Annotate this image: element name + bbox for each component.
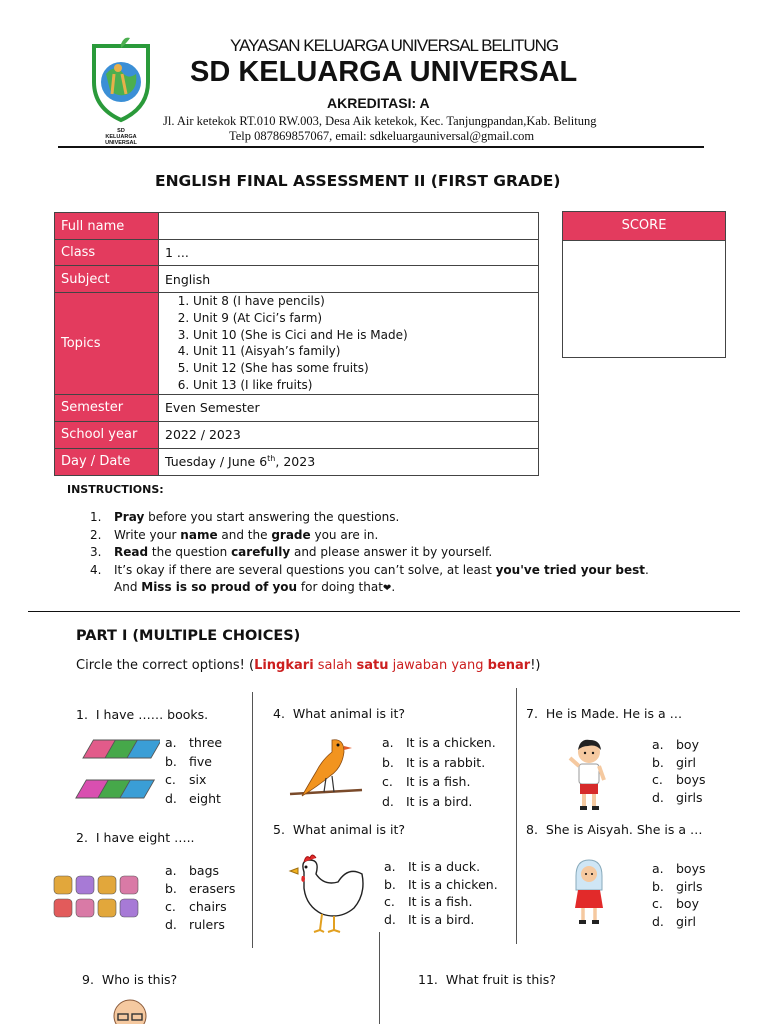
option-key: d. bbox=[384, 911, 396, 927]
option-text: boy bbox=[676, 896, 699, 912]
score-field[interactable] bbox=[563, 241, 725, 357]
option-text: It is a bird. bbox=[406, 793, 473, 809]
option-text: It is a fish. bbox=[408, 894, 473, 909]
option[interactable] bbox=[382, 772, 496, 792]
topic-item: 4. Unit 11 (Aisyah’s family) bbox=[193, 343, 532, 360]
option-text: rulers bbox=[189, 917, 225, 932]
score-label: SCORE bbox=[563, 212, 725, 241]
question-text: I have eight ….. bbox=[95, 830, 195, 845]
question-text: What animal is it? bbox=[292, 706, 406, 721]
class-field[interactable]: 1 ... bbox=[159, 240, 539, 266]
student-info-table bbox=[54, 212, 539, 476]
topic-item: 5. Unit 12 (She has some fruits) bbox=[193, 360, 532, 377]
option-text: chairs bbox=[189, 899, 227, 914]
part-instruction bbox=[76, 658, 541, 673]
school-address: Jl. Air ketekok RT.010 RW.003, Desa Aik ketekok, Kec. Tanjungpandan,Kab. Belitung bbox=[163, 114, 597, 128]
question-number: 4. bbox=[273, 706, 285, 721]
question-number: 9. bbox=[82, 972, 94, 987]
instruction-text: and please answer it by yourself. bbox=[290, 545, 493, 559]
option-key: a. bbox=[165, 863, 177, 878]
option-key: c. bbox=[384, 894, 395, 909]
option-text: It is a chicken. bbox=[406, 735, 496, 750]
option-key: c. bbox=[165, 772, 176, 787]
option[interactable] bbox=[382, 733, 496, 753]
instruction-red: jawaban yang bbox=[388, 658, 488, 673]
option-key: b. bbox=[384, 876, 396, 892]
subject-value: English bbox=[159, 266, 539, 293]
option-key: a. bbox=[382, 735, 394, 750]
option-text: It is a rabbit. bbox=[406, 754, 486, 770]
question-9 bbox=[82, 972, 177, 987]
day-date-value bbox=[159, 448, 539, 475]
instruction-text: you are in. bbox=[310, 527, 379, 542]
bird-image bbox=[288, 732, 364, 808]
page-title: ENGLISH FINAL ASSESSMENT II (FIRST GRADE) bbox=[155, 172, 561, 190]
subject-label: Subject bbox=[55, 266, 159, 293]
option-key: b. bbox=[652, 754, 664, 770]
option-key: d. bbox=[652, 914, 664, 930]
accreditation: AKREDITASI: A bbox=[327, 95, 430, 111]
heart-icon: ❤ bbox=[382, 583, 392, 594]
chicken-image bbox=[286, 852, 370, 936]
question-number: 5. bbox=[273, 822, 285, 837]
option-key: d. bbox=[652, 790, 664, 806]
column-divider bbox=[252, 692, 253, 948]
question-number: 1. bbox=[76, 707, 88, 722]
option[interactable] bbox=[652, 771, 706, 789]
option-text: girl bbox=[676, 914, 697, 930]
class-label: Class bbox=[55, 240, 159, 266]
question-text: She is Aisyah. She is a … bbox=[545, 822, 703, 837]
option-text: eight bbox=[189, 790, 221, 806]
school-name: SD KELUARGA UNIVERSAL bbox=[190, 56, 578, 88]
option[interactable] bbox=[382, 753, 496, 773]
option-text: boy bbox=[676, 737, 699, 752]
section-divider bbox=[28, 611, 740, 612]
topic-item: 6. Unit 13 (I like fruits) bbox=[193, 377, 532, 394]
topic-item: 2. Unit 9 (At Cici’s farm) bbox=[193, 310, 532, 327]
column-divider bbox=[379, 932, 380, 1024]
option[interactable] bbox=[652, 878, 706, 896]
school-contact: Telp 087869857067, email: sdkeluargauniversal@gmail.com bbox=[229, 129, 535, 143]
option[interactable] bbox=[652, 860, 706, 878]
instruction-text: !) bbox=[530, 658, 541, 673]
topic-item: 1. Unit 8 (I have pencils) bbox=[193, 293, 532, 310]
option-key: c. bbox=[382, 774, 393, 789]
instruction-red-bold: benar bbox=[487, 658, 531, 673]
instruction-number: 2. bbox=[90, 527, 102, 542]
question-4 bbox=[273, 706, 405, 721]
option-text: boys bbox=[676, 772, 706, 788]
school-year-value: 2022 / 2023 bbox=[159, 421, 539, 448]
topics-label: Topics bbox=[55, 293, 159, 395]
instruction-red-bold: Lingkari bbox=[254, 658, 314, 673]
school-year-label: School year bbox=[55, 421, 159, 448]
option-key: c. bbox=[652, 896, 663, 912]
instructions-title: INSTRUCTIONS: bbox=[67, 483, 164, 496]
logo-text-line: UNIVERSAL bbox=[105, 140, 137, 146]
option[interactable] bbox=[652, 754, 706, 772]
option-key: c. bbox=[165, 899, 176, 914]
semester-value: Even Semester bbox=[159, 394, 539, 421]
option-text: girls bbox=[676, 790, 703, 806]
option-text: bags bbox=[189, 863, 220, 878]
day-date-text: Tuesday / June 6 bbox=[165, 454, 268, 470]
option-text: It is a fish. bbox=[406, 774, 471, 789]
option[interactable] bbox=[382, 792, 496, 812]
question-2-options bbox=[165, 862, 235, 934]
option[interactable] bbox=[165, 880, 235, 898]
option-text: erasers bbox=[189, 881, 236, 896]
question-8-options bbox=[652, 860, 706, 931]
option-text: It is a duck. bbox=[408, 859, 481, 874]
option-key: d. bbox=[382, 793, 394, 809]
option[interactable] bbox=[652, 736, 706, 754]
instruction-red-bold: satu bbox=[356, 658, 389, 673]
option[interactable] bbox=[384, 911, 498, 929]
option-key: d. bbox=[165, 917, 177, 932]
option[interactable] bbox=[652, 895, 706, 913]
question-5 bbox=[273, 822, 405, 837]
instruction-item bbox=[90, 509, 649, 527]
question-8 bbox=[526, 822, 702, 837]
instruction-bold: Pray bbox=[114, 510, 145, 524]
option[interactable] bbox=[165, 753, 222, 772]
question-2 bbox=[76, 830, 195, 845]
question-4-options bbox=[382, 733, 496, 811]
instruction-bold: grade bbox=[271, 527, 311, 542]
column-divider bbox=[516, 688, 517, 944]
option-text: three bbox=[189, 735, 223, 750]
option-key: b. bbox=[382, 754, 394, 770]
option[interactable] bbox=[652, 789, 706, 807]
question-1 bbox=[76, 707, 208, 722]
instruction-text: before you start answering the questions. bbox=[144, 510, 400, 524]
score-box bbox=[562, 211, 726, 358]
full-name-field[interactable] bbox=[159, 213, 539, 240]
option-key: b. bbox=[165, 881, 177, 896]
option[interactable] bbox=[165, 916, 235, 934]
question-1-options bbox=[165, 734, 222, 808]
books-image bbox=[68, 732, 160, 808]
bags-image bbox=[52, 872, 142, 922]
question-text: What animal is it? bbox=[292, 822, 406, 837]
option-text: It is a bird. bbox=[408, 911, 475, 927]
instruction-text: . bbox=[645, 562, 649, 577]
instruction-red: salah bbox=[313, 658, 357, 673]
question-text: He is Made. He is a … bbox=[545, 706, 683, 721]
full-name-label: Full name bbox=[55, 213, 159, 240]
instruction-text: And bbox=[114, 580, 142, 594]
topics-value bbox=[159, 293, 539, 395]
option[interactable] bbox=[652, 913, 706, 931]
semester-label: Semester bbox=[55, 394, 159, 421]
instruction-item bbox=[90, 527, 649, 545]
option[interactable] bbox=[165, 771, 222, 790]
option[interactable] bbox=[165, 790, 222, 809]
option-key: b. bbox=[165, 753, 177, 769]
day-date-label: Day / Date bbox=[55, 448, 159, 475]
question-number: 8. bbox=[526, 822, 538, 837]
instructions-list bbox=[90, 509, 649, 598]
instruction-number: 4. bbox=[90, 562, 102, 577]
instruction-bold: name bbox=[180, 527, 218, 542]
school-logo bbox=[88, 34, 154, 146]
question-11 bbox=[418, 972, 556, 987]
option[interactable] bbox=[384, 858, 498, 876]
instruction-bold: you've tried your best bbox=[495, 562, 646, 577]
instruction-text: Circle the correct options! ( bbox=[76, 658, 255, 673]
grandpa-image bbox=[108, 996, 152, 1024]
option-key: a. bbox=[165, 735, 177, 750]
instruction-text: Write your bbox=[114, 527, 181, 542]
logo-text-line: SD bbox=[117, 128, 125, 134]
option-key: a. bbox=[384, 859, 396, 874]
instruction-number: 3. bbox=[90, 545, 102, 559]
option-key: a. bbox=[652, 737, 664, 752]
option-key: b. bbox=[652, 878, 664, 894]
option-key: c. bbox=[652, 772, 663, 788]
option[interactable] bbox=[384, 876, 498, 894]
question-number: 2. bbox=[76, 830, 88, 845]
option-key: a. bbox=[652, 861, 664, 876]
option[interactable] bbox=[165, 734, 222, 753]
question-text: What fruit is this? bbox=[445, 972, 556, 987]
question-number: 7. bbox=[526, 706, 538, 721]
day-date-year: , 2023 bbox=[275, 454, 316, 470]
option-key: d. bbox=[165, 790, 177, 806]
question-number: 11. bbox=[418, 972, 438, 987]
option[interactable] bbox=[165, 898, 235, 916]
option-text: It is a chicken. bbox=[408, 876, 498, 892]
boy-image bbox=[566, 736, 612, 812]
day-date-suffix: th bbox=[267, 454, 276, 464]
foundation-name: YAYASAN KELUARGA UNIVERSAL BELITUNG bbox=[230, 36, 559, 55]
instruction-item bbox=[90, 562, 649, 598]
option[interactable] bbox=[165, 862, 235, 880]
part-title: PART I (MULTIPLE CHOICES) bbox=[76, 628, 301, 644]
option-text: five bbox=[189, 753, 212, 769]
topic-item: 3. Unit 10 (She is Cici and He is Made) bbox=[193, 327, 532, 344]
question-5-options bbox=[384, 858, 498, 928]
logo-text-line: KELUARGA bbox=[105, 134, 137, 140]
instruction-text: . bbox=[391, 580, 396, 594]
option-text: six bbox=[189, 772, 207, 787]
question-text: Who is this? bbox=[101, 972, 178, 987]
option-text: girls bbox=[676, 878, 703, 894]
instruction-bold: Miss is so proud of you bbox=[141, 580, 298, 594]
instruction-bold: Read bbox=[114, 545, 149, 559]
option-text: girl bbox=[676, 754, 697, 770]
question-text: I have …… books. bbox=[95, 707, 209, 722]
instruction-bold: carefully bbox=[231, 545, 291, 559]
instruction-text: for doing that bbox=[297, 580, 383, 594]
instruction-text: It’s okay if there are several questions you can’t solve, at least bbox=[114, 562, 496, 577]
topics-list bbox=[165, 293, 532, 394]
instruction-number: 1. bbox=[90, 510, 102, 524]
option-text: boys bbox=[676, 861, 706, 876]
option[interactable] bbox=[384, 893, 498, 911]
instruction-text: and the bbox=[217, 527, 272, 542]
instruction-text: the question bbox=[148, 545, 232, 559]
header-divider bbox=[58, 146, 704, 148]
question-7 bbox=[526, 706, 682, 721]
instruction-item bbox=[90, 544, 649, 562]
girl-image bbox=[570, 856, 608, 928]
question-7-options bbox=[652, 736, 706, 807]
